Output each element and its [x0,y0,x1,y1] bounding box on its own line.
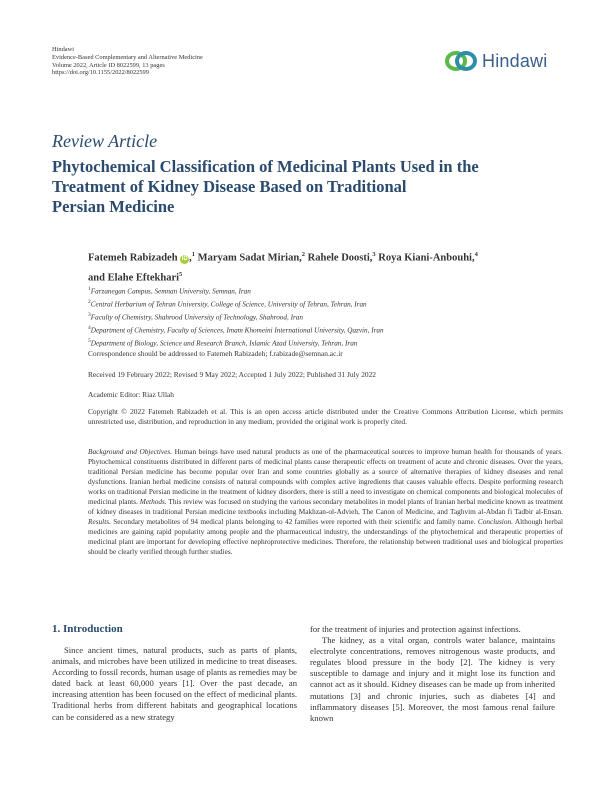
affiliation-item [88,336,558,349]
title-line: Treatment of Kidney Disease Based on Traditional [52,177,407,196]
logo-text: Hindawi [482,50,548,71]
abstract-text: Although herbal medicines are gaining rapid popularity among people and the pharmaceutical industry, the understandings of the phytochemical and therapeutic properties of medicinal plant are important for developing effective nephroprotective medicines. Therefore, the relationship between traditional uses and biological properties should be clearly verified through further studies. [88,516,563,556]
abstract-text: Human beings have used natural products as one of the pharmaceutical sources to improve human health for thousands of years. Phytochemical constituents distributed in different parts of medicinal plants cause therapeutic effects on treatment of acute and chronic diseases. Over the years, traditional Persian medicine has become popular over Iran and some countries globally as a source of alternative therapies of kidney diseases and renal dysfunctions. Iranian herbal medicine consists of natural compounds with complex active ingredients that causes valuable effects. Despite performing research works on traditional Persian medicine in the treatment of kidney disorders, there is still a need to investigate on chemical components and biological molecules of medicinal plants. [88,447,563,506]
affiliation-text: Department of Biology, Science and Research Branch, Islamic Azad University, Tehran, Iran [90,339,358,348]
affiliation-num: 3 [88,311,91,318]
author-name[interactable]: Maryam Sadat Mirian, [197,252,302,264]
abstract-text: This review was focused on studying the various secondary metabolites in model plants of Iranian herbal medicine known as treatment of kidney diseases in traditional Persian medicine textbooks including Makhzan-ol-Advieh, The Canon of Medicine, and Taghvim al-Abdan fi Tadbir al-Ensan. [88,496,563,516]
author-name[interactable]: Roya Kiani-Anbouhi, [378,252,475,264]
hindawi-logo-icon [444,50,478,72]
academic-editor: Academic Editor: Riaz Ullah [88,390,174,399]
author-affil-num: 3 [372,251,376,258]
author-name[interactable]: Rahele Doosti, [307,252,373,264]
affiliation-item [88,323,558,336]
author-affil-num: 5 [179,270,183,278]
paragraph: for the treatment of injuries and protection against infections. [310,624,521,634]
left-column [52,645,297,723]
title-line: Phytochemical Classification of Medicinal Plants Used in the [52,157,479,176]
abstract-text: Secondary metabolites of 94 medical plants belonging to 42 families were reported with their scientific and family name. [110,516,478,526]
affiliation-item [88,284,558,297]
article-type: Review Article [52,131,158,151]
section-heading: 1. Introduction [52,623,123,635]
affiliation-text: Central Herbarium of Tehran University, College of Science, University of Tehran, Tehran, Iran [90,300,367,309]
affiliation-item [88,297,558,310]
author-conjunction: and [88,272,105,283]
abstract-label: Results. [88,516,111,526]
affiliation-num: 2 [88,298,91,305]
affiliation-num: 5 [88,337,91,344]
affiliation-text: Department of Chemistry, Faculty of Sciences, Imam Khomeini International University, Qazvin, Iran [90,326,384,335]
affiliation-text: Farzanegan Campus, Semnan University, Semnan, Iran [90,287,251,296]
author-name[interactable]: Fatemeh Rabizadeh [88,252,178,264]
abstract [88,447,563,556]
correspondence: Correspondence should be addressed to Fatemeh Rabizadeh; f.rabizade@semnan.ac.ir [88,349,343,358]
paragraph: The kidney, as a vital organ, controls water balance, maintains electrolyte concentrations, removes nitrogenous waste products, and regulates blood pressure in the body [2]. The kidney is very susceptible to damage and injury and it might lose its function and cannot act as it should. Kidney diseases can be made up from inherited mutations [3] and chronic injuries, such as diabetes [4] and inflammatory diseases [5]. Moreover, the most famous renal failure known [310,635,555,723]
abstract-label: Conclusion. [477,516,513,526]
author-affil-num: 2 [301,251,306,258]
right-column [310,624,555,724]
affiliation-text: Faculty of Chemistry, Shahrood University of Technology, Shahrood, Iran [90,313,303,322]
affiliation-num: 1 [88,286,91,292]
affiliations [88,284,558,349]
article-title [52,157,552,217]
abstract-label: Background and Objectives. [88,447,173,456]
affiliation-item [88,310,558,323]
paragraph: Since ancient times, natural products, such as parts of plants, animals, and microbes have been utilized in medicine to treat diseases. According to fossil records, human usage of plants as remedies may be dated back at least 60,000 years [1]. Over the past decade, an increasing attention has been focused on the effect of medicinal plants. Traditional herbs from different habitats and geographical locations can be considered as a new strategy [52,645,297,722]
doi-link[interactable]: https://doi.org/10.1155/2022/8022599 [52,69,149,77]
author-affil-num: 1 [191,251,196,258]
orcid-icon[interactable]: iD [181,255,188,262]
copyright-notice: Copyright © 2022 Fatemeh Rabizadeh et al. This is an open access article distributed under the Creative Commons Attribution License, which permits unrestricted use, distribution, and reproduction in any medium, provided the original work is properly cited. [88,407,563,426]
journal-name: Evidence-Based Complementary and Alternative Medicine [52,53,203,61]
affiliation-num: 4 [88,324,91,331]
author-list: Fatemeh Rabizadeh iD ,$^1$ Maryam Sadat Mirian,$^2$ Rahele Doosti,$^3$ Roya Kiani-Anbouhi,$^4$ and Elahe Eftekhari$^5$ [88,251,478,283]
publisher-name: Hindawi [52,46,75,53]
dates-line: Received 19 February 2022; Revised 9 May 2022; Accepted 1 July 2022; Published 31 July 2022 [88,370,376,379]
abstract-label: Methods. [139,496,167,506]
journal-header [52,46,203,77]
author-name[interactable]: Elahe Eftekhari [107,272,180,283]
title-line: Persian Medicine [52,197,175,216]
hindawi-logo[interactable] [444,46,554,76]
volume-line: Volume 2022, Article ID 8022599, 13 pages [52,61,165,69]
author-affil-num: 4 [474,251,478,258]
